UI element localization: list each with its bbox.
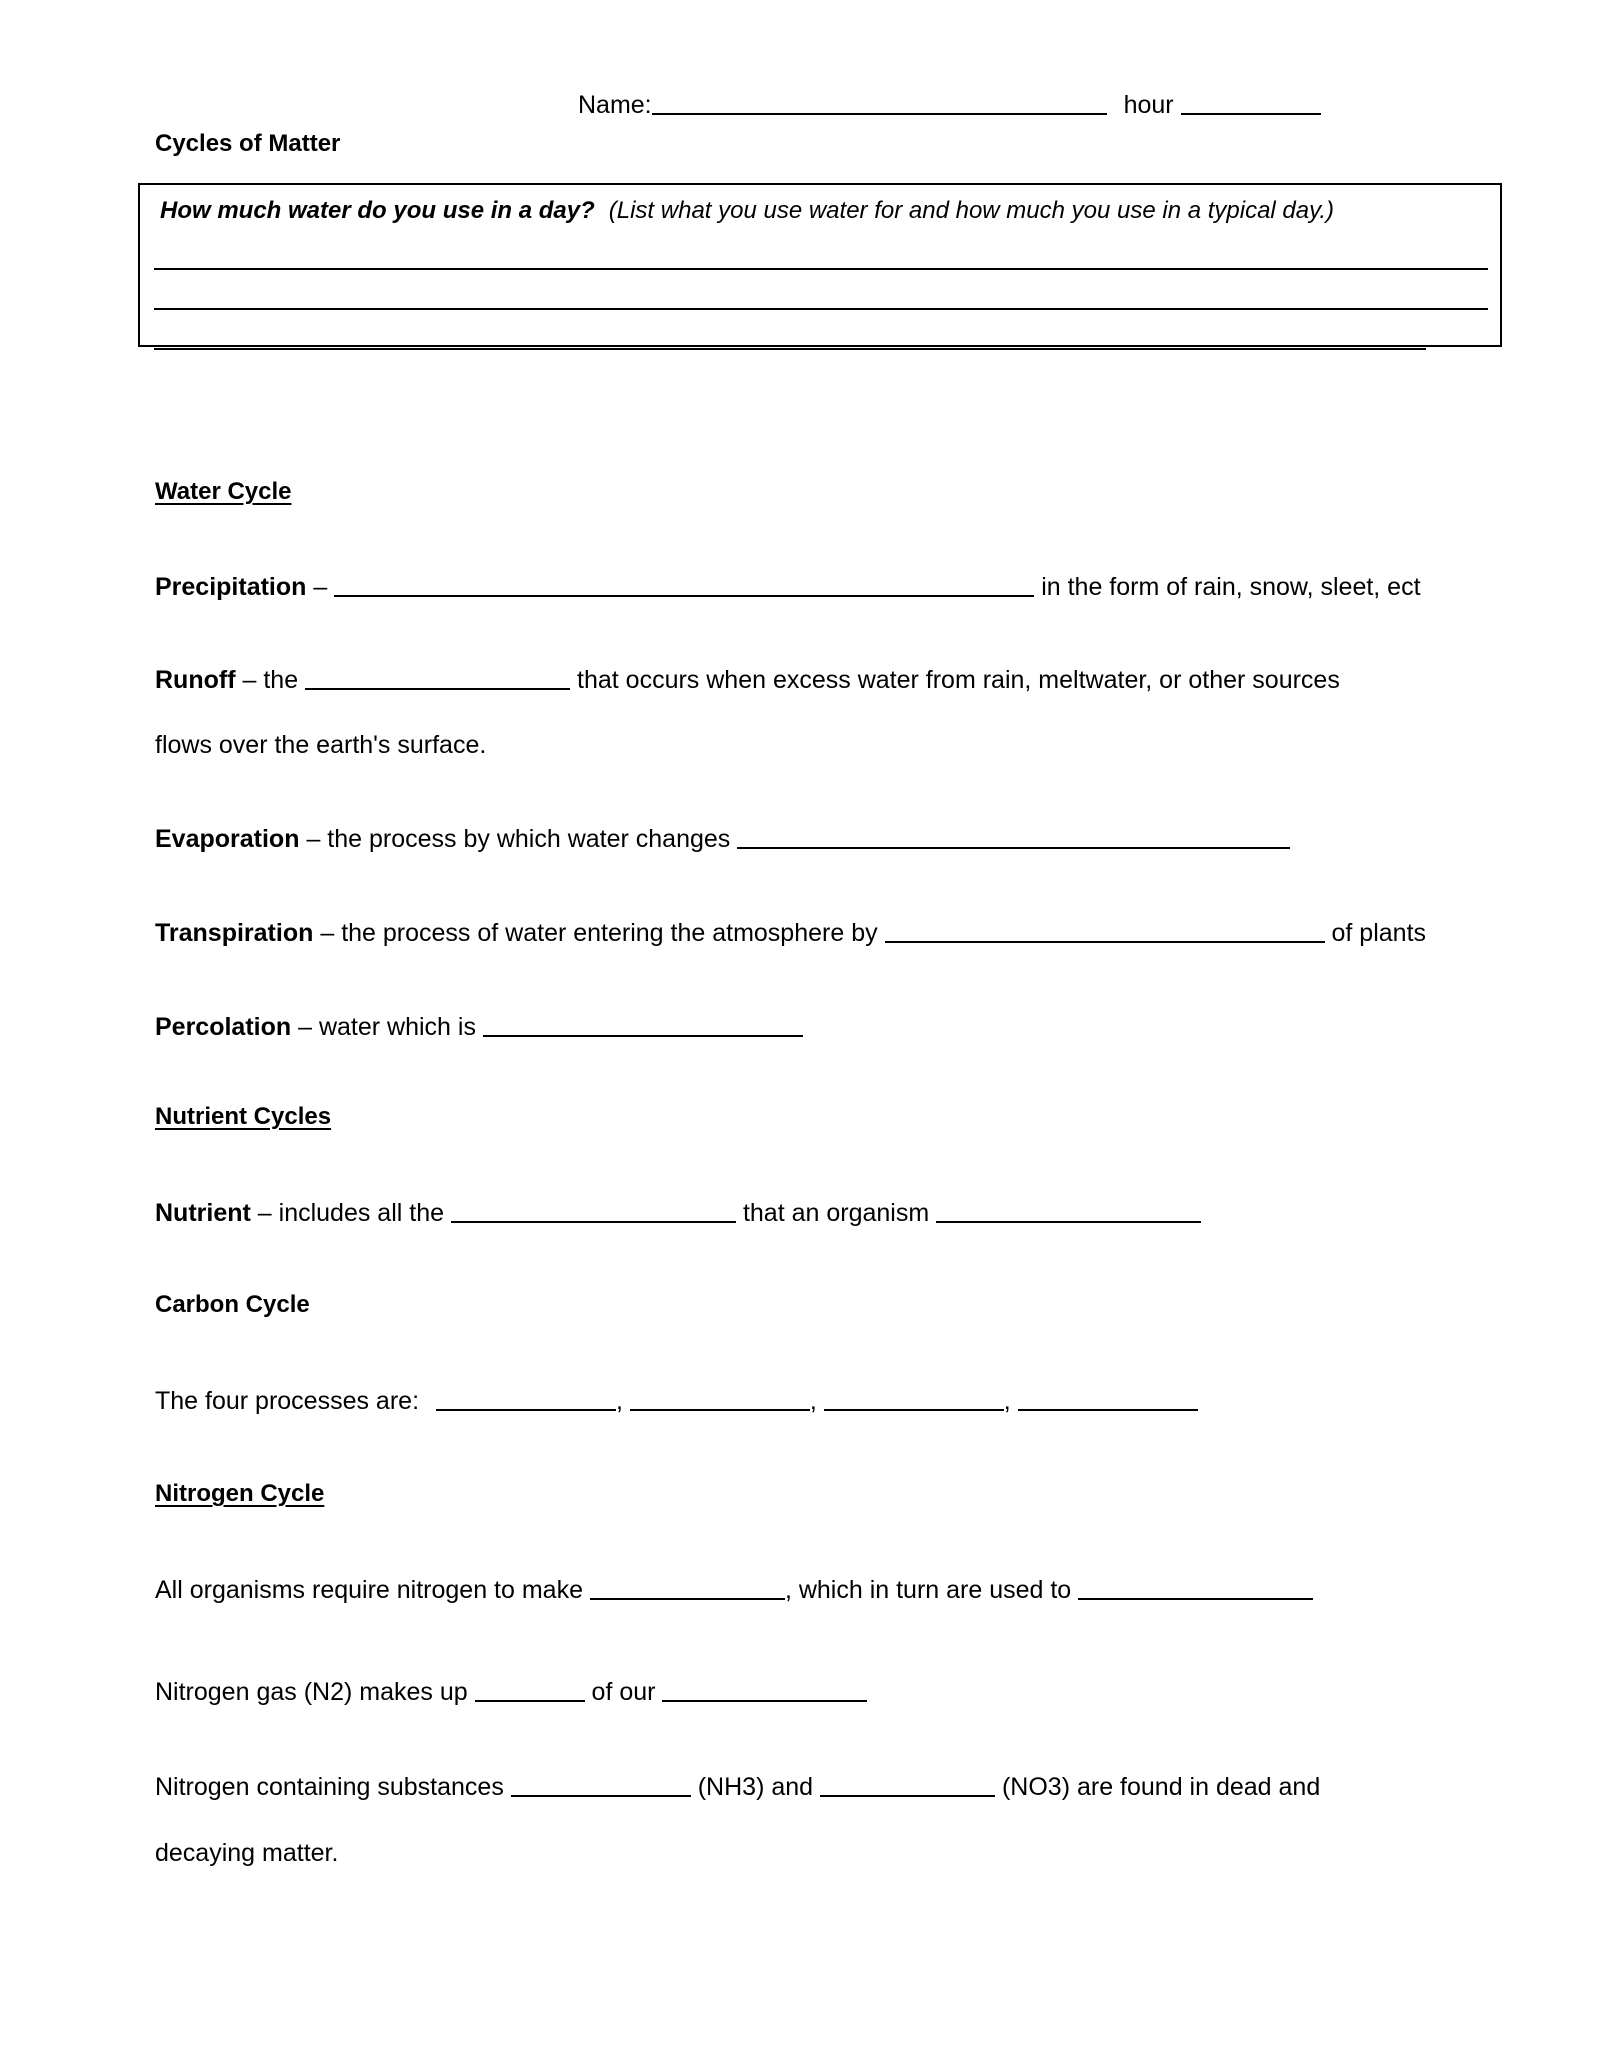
row-nitrogen-3 (155, 1770, 1320, 1803)
answer-line-3[interactable] (154, 348, 1426, 350)
heading-carbon-cycle: Carbon Cycle (155, 1291, 310, 1318)
term-nutrient: Nutrient (155, 1199, 251, 1227)
term-runoff: Runoff (155, 666, 236, 694)
row-carbon-processes (155, 1384, 1198, 1417)
row-precipitation (155, 570, 1421, 603)
text-precipitation-after: in the form of rain, snow, sleet, ect (1041, 573, 1421, 601)
blank-nitrogen-no3[interactable] (820, 1770, 995, 1797)
hour-label: hour (1123, 91, 1174, 119)
blank-nitrogen-percent[interactable] (475, 1675, 585, 1702)
term-percolation: Percolation (155, 1013, 292, 1041)
text-nitrogen-3-middle: (NH3) and (697, 1773, 814, 1801)
term-transpiration: Transpiration (155, 919, 314, 947)
blank-carbon-process-4[interactable] (1018, 1384, 1198, 1411)
text-nitrogen-2-before: Nitrogen gas (N2) makes up (155, 1678, 468, 1706)
heading-nutrient-cycles: Nutrient Cycles (155, 1103, 332, 1130)
blank-runoff[interactable] (305, 663, 570, 690)
row-runoff (155, 663, 1340, 696)
row-percolation (155, 1010, 803, 1043)
name-label: Name: (578, 91, 652, 119)
dash-evaporation: – (306, 825, 321, 853)
blank-carbon-process-1[interactable] (436, 1384, 616, 1411)
text-nitrogen-1-before: All organisms require nitrogen to make (155, 1576, 583, 1604)
dash-runoff: – (242, 666, 257, 694)
name-blank-field[interactable] (652, 88, 1107, 115)
blank-transpiration[interactable] (885, 916, 1325, 943)
text-transpiration-before: the process of water entering the atmosphere by (341, 919, 878, 947)
text-percolation-before: water which is (318, 1013, 476, 1041)
blank-nitrogen-make[interactable] (590, 1573, 785, 1600)
blank-nitrogen-nh3[interactable] (511, 1770, 691, 1797)
row-nitrogen-2 (155, 1675, 867, 1708)
label-four-processes: The four processes are: (155, 1387, 420, 1415)
question-hint: (List what you use water for and how much you use in a typical day.) (608, 197, 1334, 224)
answer-line-2[interactable] (154, 308, 1488, 310)
term-precipitation: Precipitation (155, 573, 307, 601)
blank-precipitation[interactable] (334, 570, 1034, 597)
text-runoff-after: that occurs when excess water from rain, meltwater, or other sources (577, 666, 1340, 694)
dash-precipitation: – (313, 573, 328, 601)
row-runoff-continued: flows over the earth's surface. (155, 731, 487, 759)
row-nitrogen-1 (155, 1573, 1313, 1606)
text-nitrogen-2-middle: of our (591, 1678, 656, 1706)
term-evaporation: Evaporation (155, 825, 300, 853)
row-nitrogen-3-continued: decaying matter. (155, 1839, 339, 1867)
comma-2: , (809, 1387, 817, 1415)
text-nitrogen-3-after: (NO3) are found in dead and (1001, 1773, 1321, 1801)
text-nitrogen-3-before: Nitrogen containing substances (155, 1773, 504, 1801)
question-prompt-row (160, 197, 1480, 225)
text-nitrogen-1-middle: , which in turn are used to (784, 1576, 1072, 1604)
row-evaporation (155, 822, 1290, 855)
hour-blank-field[interactable] (1181, 88, 1321, 115)
blank-nutrient-1[interactable] (451, 1196, 736, 1223)
text-nutrient-middle: that an organism (742, 1199, 930, 1227)
name-hour-header (155, 88, 1485, 120)
question-box (138, 183, 1502, 347)
text-runoff-before: the (263, 666, 299, 694)
heading-water-cycle: Water Cycle (155, 478, 292, 505)
text-transpiration-after: of plants (1331, 919, 1427, 947)
blank-nutrient-2[interactable] (936, 1196, 1201, 1223)
heading-nitrogen-cycle: Nitrogen Cycle (155, 1480, 325, 1507)
blank-nitrogen-used[interactable] (1078, 1573, 1313, 1600)
comma-3: , (1003, 1387, 1011, 1415)
row-transpiration (155, 916, 1426, 949)
blank-evaporation[interactable] (737, 822, 1290, 849)
dash-transpiration: – (320, 919, 335, 947)
blank-nitrogen-atmosphere[interactable] (662, 1675, 867, 1702)
page-title: Cycles of Matter (155, 130, 341, 157)
dash-percolation: – (298, 1013, 313, 1041)
row-nutrient (155, 1196, 1201, 1229)
answer-line-1[interactable] (154, 268, 1488, 270)
dash-nutrient: – (257, 1199, 272, 1227)
question-prompt: How much water do you use in a day? (160, 197, 595, 224)
blank-percolation[interactable] (483, 1010, 803, 1037)
text-evaporation-before: the process by which water changes (327, 825, 731, 853)
comma-1: , (615, 1387, 623, 1415)
text-nutrient-before: includes all the (278, 1199, 445, 1227)
blank-carbon-process-2[interactable] (630, 1384, 810, 1411)
blank-carbon-process-3[interactable] (824, 1384, 1004, 1411)
